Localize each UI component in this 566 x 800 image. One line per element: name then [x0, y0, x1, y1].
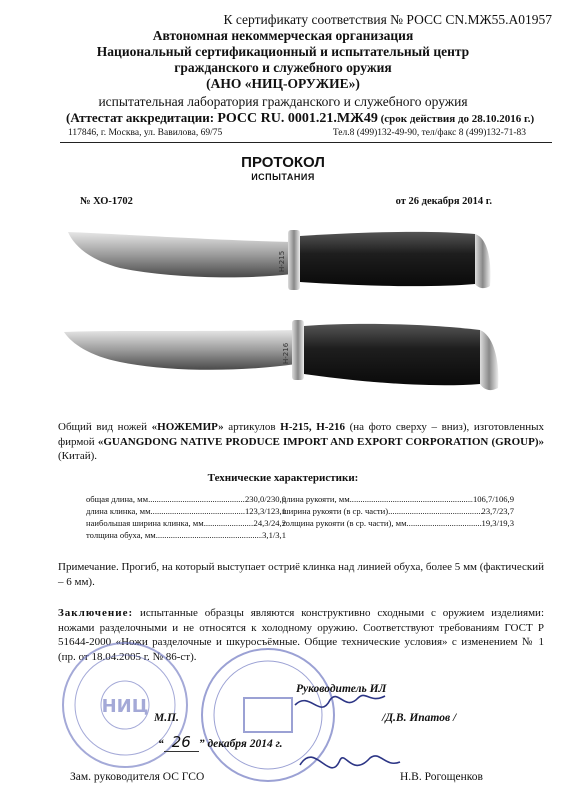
specs-left-column	[86, 493, 286, 541]
spec-row	[282, 517, 514, 529]
knife-bottom-blade	[64, 330, 296, 370]
seal-place: М.П.	[154, 712, 179, 724]
spec-value: 3,1/3,1	[262, 530, 286, 540]
head-name: /Д.В. Ипатов /	[382, 712, 457, 724]
specs-title: Технические характеристики:	[207, 472, 359, 484]
spec-value: 123,3/123,1	[244, 506, 286, 516]
spec-row	[86, 493, 286, 505]
address: 117846, г. Москва, ул. Вавилова, 69/75	[68, 128, 223, 138]
desc-part-1: Общий вид ножей	[58, 421, 152, 433]
deputy-name: Н.В. Рогощенков	[400, 771, 483, 783]
specs-right-column	[282, 493, 514, 529]
org-line-1: Автономная некоммерческая организация	[152, 28, 414, 43]
protocol-number: № ХО-1702	[80, 196, 133, 207]
spec-value: 106,7/106,9	[472, 494, 514, 504]
desc-part-2: артикулов	[223, 421, 281, 433]
desc-brand: «НОЖЕМИР»	[151, 421, 224, 433]
head-title: Руководитель ИЛ	[296, 683, 387, 695]
knife-bottom-handle	[304, 324, 480, 385]
signature-head	[295, 695, 385, 707]
accreditation-number: РОСС RU. 0001.21.МЖ49	[217, 111, 378, 126]
conclusion-paragraph	[58, 606, 544, 664]
note-paragraph: Примечание. Прогиб, на который выступает остриё клинка над линией обуха, более 5 мм (фактический – 6 мм).	[58, 561, 544, 588]
knife-top-guard	[288, 230, 300, 290]
spec-label: толщина рукояти (в ср. части), мм	[282, 518, 407, 528]
date-rest: ” декабря 2014 г.	[198, 738, 283, 750]
spec-value: 23,7/23,7	[481, 506, 514, 516]
conclusion-text: испытанные образцы являются конструктивно сходными с оружием изделиями: ножами разделочными и не относятся к холодному оружию. Соответствуют требованиям ГОСТ Р 51644-2000 «Ножи разделочные и шкуросъёмные. Общие технические условия» с изменением № 1 (пр. от 18.04.2005 г. № 86-ст).	[58, 607, 544, 663]
knives-photo	[60, 212, 530, 412]
signature-deputy	[300, 756, 400, 768]
knife-bottom-marking: H-216	[282, 342, 290, 364]
lab-line: испытательная лаборатория гражданского и служебного оружия	[98, 94, 468, 109]
spec-row	[86, 517, 286, 529]
knife-top-pommel	[475, 234, 490, 288]
date-open-quote: “	[158, 738, 164, 750]
deputy-title: Зам. руководителя ОС ГСО	[70, 771, 205, 783]
protocol-title: ПРОТОКОЛ	[241, 154, 325, 171]
spec-value: 24,3/24,2	[253, 518, 286, 528]
spec-value: 230,0/230,0	[244, 494, 286, 504]
spec-label: толщина обуха, мм	[86, 530, 156, 540]
org-line-2: Национальный сертификационный и испытательный центр	[96, 44, 470, 59]
org-line-4: (АНО «НИЦ-ОРУЖИЕ»)	[206, 76, 360, 91]
conclusion-heading: Заключение:	[58, 607, 134, 619]
accreditation-suffix: (срок действия до 28.10.2016 г.)	[377, 113, 535, 125]
date-day: 26	[164, 733, 199, 752]
desc-maker: «GUANGDONG NATIVE PRODUCE IMPORT AND EXPORT CORPORATION (GROUP)»	[97, 435, 544, 448]
desc-part-3: (на фото сверху – вниз), изготовленных фирмой	[58, 421, 544, 448]
spec-row	[86, 529, 286, 541]
spec-label: общая длина, мм	[86, 494, 149, 504]
spec-label: длина рукояти, мм	[282, 494, 350, 504]
spec-row	[282, 505, 514, 517]
certificate-reference: К сертификату соответствия № РОСС CN.МЖ55.А01957	[223, 12, 552, 27]
knife-top-blade	[68, 232, 292, 277]
phones: Тел.8 (499)132-49-90, тел/факс 8 (499)132-71-83	[332, 128, 526, 138]
knife-bottom-pommel	[480, 330, 498, 390]
desc-part-4: (Китай).	[58, 450, 98, 462]
spec-label: наибольшая ширина клинка, мм	[86, 518, 204, 528]
accreditation-prefix: (Аттестат аккредитации:	[66, 110, 218, 125]
knife-bottom-guard	[292, 320, 304, 380]
org-line-3: гражданского и служебного оружия	[174, 60, 392, 75]
spec-label: длина клинка, мм	[86, 506, 151, 516]
spec-row	[86, 505, 286, 517]
desc-articles: Н-215, Н-216	[280, 421, 345, 433]
spec-value: 19,3/19,3	[481, 518, 514, 528]
round-stamp-center: НИЦ	[101, 696, 149, 717]
protocol-subtitle: ИСПЫТАНИЯ	[251, 172, 315, 182]
accreditation-line	[66, 110, 534, 127]
signature-date	[158, 733, 283, 751]
knife-top-marking: H-215	[278, 250, 286, 272]
square-stamp	[202, 649, 334, 781]
knife-description	[58, 420, 544, 464]
protocol-date: от 26 декабря 2014 г.	[395, 196, 492, 207]
knife-top-handle	[300, 232, 475, 286]
spec-label: ширина рукояти (в ср. части)	[282, 506, 389, 516]
spec-row	[282, 493, 514, 505]
knife-bottom	[64, 320, 498, 390]
header-divider	[60, 142, 552, 143]
knife-top	[68, 230, 490, 290]
